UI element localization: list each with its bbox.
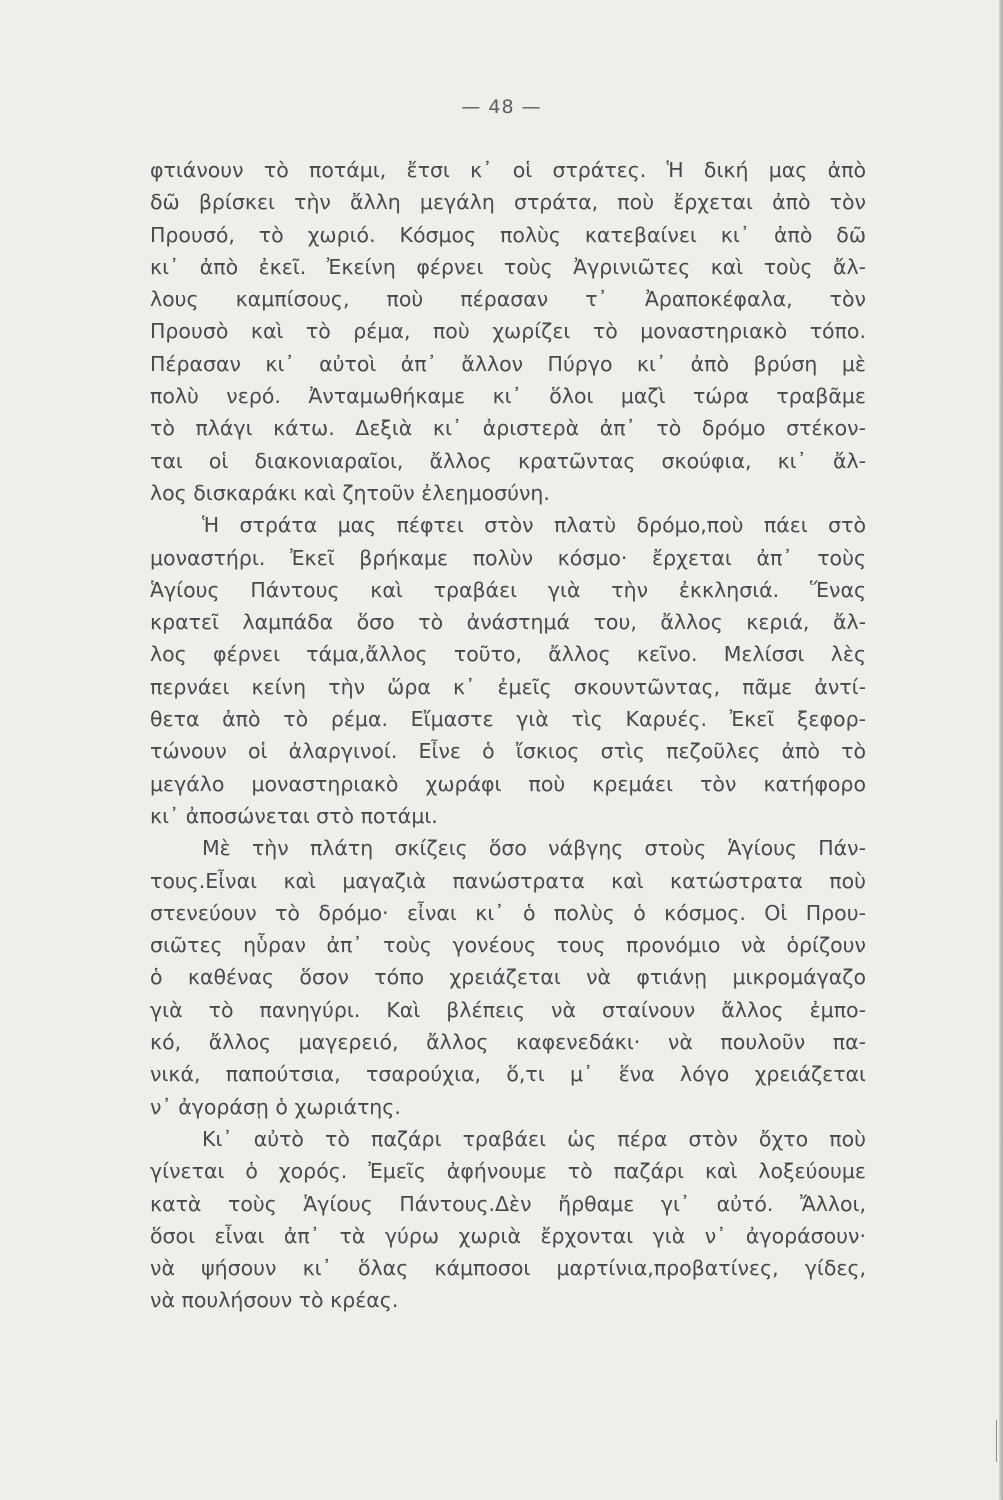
text-line: κό, ἄλλος μαγερειό, ἄλλος καφενεδάκι· νὰ πουλοῦν πα-: [150, 1030, 866, 1055]
text-line: ται οἱ διακονιαραῖοι, ἄλλος κρατῶντας σκούφια, κι᾿ ἄλ-: [150, 448, 866, 473]
text-line: περνάει κείνη τὴν ὥρα κ᾿ ἐμεῖς σκουντῶντας, πᾶμε ἀντί-: [150, 674, 866, 699]
text-line: μοναστήρι. Ἐκεῖ βρήκαμε πολὺν κόσμο· ἔρχεται ἀπ᾿ τοὺς: [150, 545, 866, 570]
text-line: ὁ καθένας ὅσον τόπο χρειάζεται νὰ φτιάνῃ μικρομάγαζο: [150, 965, 866, 990]
text-line: κατὰ τοὺς Ἁγίους Πάντους.Δὲν ἤρθαμε γι᾿ αὐτό. Ἄλλοι,: [150, 1191, 866, 1216]
text-line: τους.Εἶναι καὶ μαγαζιὰ πανώστρατα καὶ κατώστρατα ποὺ: [150, 868, 866, 893]
body-text: [150, 154, 866, 1317]
page-number: — 48 —: [461, 96, 542, 118]
text-line: ν᾿ ἀγοράσῃ ὁ χωριάτης.: [150, 1094, 401, 1119]
edge-mark: [996, 1420, 997, 1462]
text-line: κι᾿ ἀποσώνεται στὸ ποτάμι.: [150, 803, 438, 828]
text-line: κρατεῖ λαμπάδα ὅσο τὸ ἀνάστημά του, ἄλλος κεριά, ἄλ-: [150, 610, 866, 635]
text-line: Μὲ τὴν πλάτη σκίζεις ὅσο νάβγης στοὺς Ἁγίους Πάν-: [202, 836, 866, 861]
text-line: τώνουν οἱ ἀλαργινοί. Εἶνε ὁ ἴσκιος στὶς πεζοῦλες ἀπὸ τὸ: [150, 739, 866, 764]
text-line: πολὺ νερό. Ἀνταμωθήκαμε κι᾿ ὅλοι μαζὶ τώρα τραβᾶμε: [150, 384, 866, 409]
text-line: ὅσοι εἶναι ἀπ᾿ τὰ γύρω χωριὰ ἔρχονται γιὰ ν᾿ ἀγοράσουν·: [150, 1223, 866, 1248]
page-edge-shadow: [999, 0, 1003, 1500]
text-line: γιὰ τὸ πανηγύρι. Καὶ βλέπεις νὰ σταίνουν ἄλλος ἐμπο-: [150, 997, 866, 1022]
text-line: γίνεται ὁ χορός. Ἐμεῖς ἀφήνουμε τὸ παζάρι καὶ λοξεύουμε: [150, 1159, 866, 1184]
text-line: Ἁγίους Πάντους καὶ τραβάει γιὰ τὴν ἐκκλησιά. Ἕνας: [150, 577, 866, 602]
text-line: κι᾿ ἀπὸ ἐκεῖ. Ἐκείνη φέρνει τοὺς Ἀγρινιῶτες καὶ τοὺς ἄλ-: [150, 254, 866, 279]
text-line: λος δισκαράκι καὶ ζητοῦν ἐλεημοσύνη.: [150, 480, 550, 505]
text-line: θετα ἀπὸ τὸ ρέμα. Εἴμαστε γιὰ τὶς Καρυές. Ἐκεῖ ξεφορ-: [150, 707, 866, 732]
text-line: στενεύουν τὸ δρόμο· εἶναι κι᾿ ὁ πολὺς ὁ κόσμος. Οἱ Πρου-: [150, 900, 866, 925]
text-line: νὰ ψήσουν κι᾿ ὅλας κάμποσοι μαρτίνια,προβατίνες, γίδες,: [150, 1256, 866, 1281]
text-line: νὰ πουλήσουν τὸ κρέας.: [150, 1288, 399, 1313]
text-line: νικά, παπούτσια, τσαρούχια, ὅ,τι μ᾿ ἕνα λόγο χρειάζεται: [150, 1062, 866, 1087]
text-line: φτιάνουν τὸ ποτάμι, ἔτσι κ᾿ οἱ στράτες. Ἡ δική μας ἀπὸ: [150, 158, 866, 182]
text-line: τὸ πλάγι κάτω. Δεξιὰ κι᾿ ἀριστερὰ ἀπ᾿ τὸ δρόμο στέκον-: [150, 416, 866, 441]
text-line: δῶ βρίσκει τὴν ἄλλη μεγάλη στράτα, ποὺ ἔρχεται ἀπὸ τὸν: [150, 190, 866, 215]
text-line: Ἡ στράτα μας πέφτει στὸν πλατὺ δρόμο,ποὺ πάει στὸ: [202, 513, 866, 538]
text-line: Προυσό, τὸ χωριό. Κόσμος πολὺς κατεβαίνει κι᾿ ἀπὸ δῶ: [150, 222, 866, 247]
text-line: λος φέρνει τάμα,ἄλλος τοῦτο, ἄλλος κεῖνο. Μελίσσι λὲς: [150, 642, 866, 667]
text-line: σιῶτες ηὗραν ἀπ᾿ τοὺς γονέους τους προνόμιο νὰ ὁρίζουν: [150, 933, 866, 958]
text-line: Κι᾿ αὐτὸ τὸ παζάρι τραβάει ὡς πέρα στὸν ὄχτο ποὺ: [202, 1126, 866, 1151]
text-line: λους καμπίσους, ποὺ πέρασαν τ᾿ Ἀραποκέφαλα, τὸν: [150, 287, 866, 312]
text-line: Πέρασαν κι᾿ αὐτοὶ ἀπ᾿ ἄλλον Πύργο κι᾿ ἀπὸ βρύση μὲ: [150, 351, 866, 376]
text-line: Προυσὸ καὶ τὸ ρέμα, ποὺ χωρίζει τὸ μοναστηριακὸ τόπο.: [150, 319, 866, 344]
text-line: μεγάλο μοναστηριακὸ χωράφι ποὺ κρεμάει τὸν κατήφορο: [150, 771, 866, 796]
